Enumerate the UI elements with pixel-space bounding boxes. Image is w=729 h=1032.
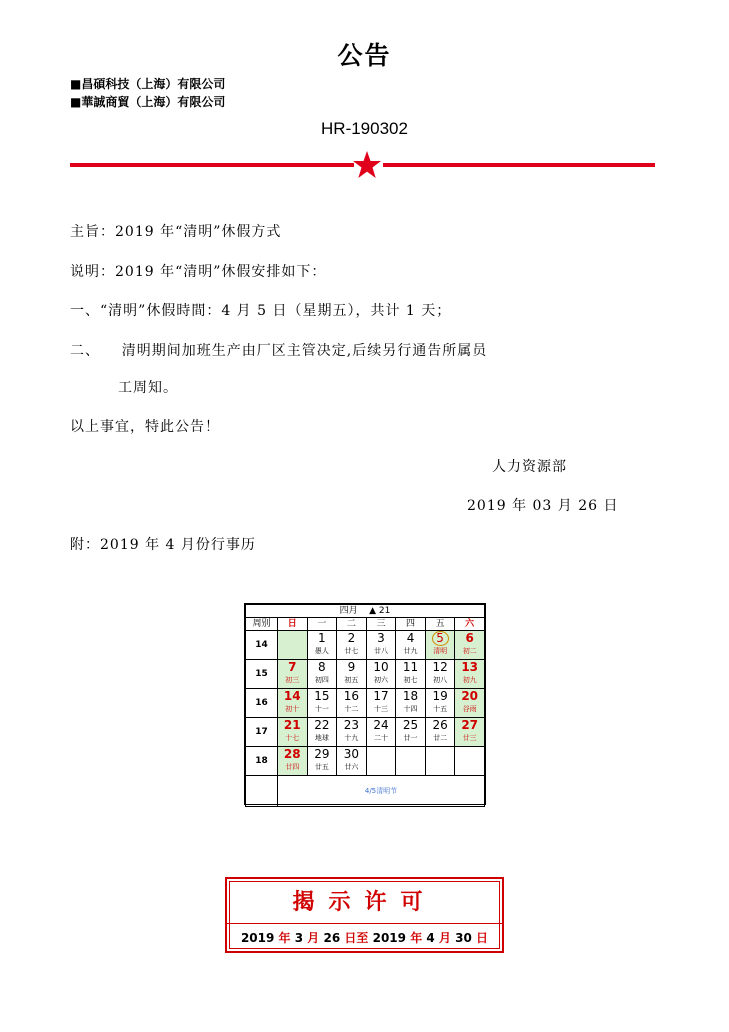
day-number: 14 xyxy=(283,689,301,703)
lunar-date: 清明 xyxy=(433,647,448,655)
stamp-date-part: 年 xyxy=(410,931,423,945)
lunar-date: 廿三 xyxy=(462,734,477,742)
day-number: 11 xyxy=(402,660,419,674)
day-number: 3 xyxy=(377,631,385,645)
stamp-date-part: 日至 xyxy=(344,931,369,945)
header-rule-right xyxy=(383,163,655,167)
calendar-day-cell xyxy=(337,718,367,747)
lunar-date: 初三 xyxy=(285,676,300,684)
lunar-date: 廿一 xyxy=(403,734,418,742)
day-number: 30 xyxy=(343,747,360,761)
day-number: 6 xyxy=(465,631,474,645)
stamp-date-part: 4 xyxy=(426,931,435,945)
calendar-day-cell xyxy=(366,718,396,747)
lunar-date: 初七 xyxy=(403,676,418,684)
week-number: 14 xyxy=(246,631,278,660)
header-rule-left xyxy=(70,163,354,167)
calendar-day-cell xyxy=(307,689,337,718)
day-number: 1 xyxy=(318,631,326,645)
lunar-date: 十九 xyxy=(344,734,359,742)
lunar-date: 初四 xyxy=(314,676,329,684)
lunar-date: 廿五 xyxy=(314,763,329,771)
day-number: 18 xyxy=(402,689,419,703)
calendar-day-cell xyxy=(337,689,367,718)
calendar-day-cell xyxy=(366,660,396,689)
calendar-note: 4/5清明节 xyxy=(278,776,485,807)
april-calendar xyxy=(244,603,486,805)
stamp-date-part: 2019 xyxy=(240,931,275,945)
day-number: 15 xyxy=(314,689,330,703)
lunar-date: 十四 xyxy=(403,705,418,713)
calendar-day-cell xyxy=(307,660,337,689)
week-label: 周别 xyxy=(246,618,278,631)
weekday-header: 四 xyxy=(396,618,426,631)
calendar-day-cell xyxy=(455,718,485,747)
calendar-year: 21 xyxy=(378,606,391,616)
calendar-month: 四月 xyxy=(339,606,358,616)
day-number: 17 xyxy=(373,689,389,703)
lunar-date: 十一 xyxy=(314,705,329,713)
company-name-1: ■昌碩科技（上海）有限公司 xyxy=(70,77,226,91)
item-2: 二、 清明期间加班生产由厂区主管决定,后续另行通告所属员 xyxy=(70,343,488,359)
day-number: 2 xyxy=(347,631,356,645)
calendar-day-cell xyxy=(425,660,455,689)
calendar-day-cell xyxy=(425,689,455,718)
day-number: 9 xyxy=(347,660,356,674)
description-line: 说明：2019 年“清明”休假安排如下： xyxy=(70,264,327,280)
calendar-day-cell xyxy=(366,747,396,776)
calendar-day-cell xyxy=(278,660,308,689)
day-number: 8 xyxy=(318,660,326,674)
day-number: 29 xyxy=(314,747,330,761)
calendar-day-cell xyxy=(366,689,396,718)
week-number: 17 xyxy=(246,718,278,747)
lunar-date: 廿七 xyxy=(344,647,359,655)
day-number: 22 xyxy=(314,718,330,732)
lunar-date: 谷雨 xyxy=(462,705,477,713)
day-number: 13 xyxy=(461,660,479,674)
document-number: HR-190302 xyxy=(321,119,408,138)
lunar-date: 廿六 xyxy=(344,763,359,771)
lunar-date: 初八 xyxy=(433,676,448,684)
calendar-day-cell xyxy=(455,747,485,776)
week-number: 16 xyxy=(246,689,278,718)
lunar-date: 愚人 xyxy=(314,647,329,655)
calendar-arrow-icon: ▲ xyxy=(369,606,377,616)
stamp-date-part: 年 xyxy=(278,931,291,945)
issue-date: 2019 年 03 月 26 日 xyxy=(467,498,619,514)
lunar-date: 初九 xyxy=(462,676,477,684)
calendar-day-cell xyxy=(425,747,455,776)
day-number: 27 xyxy=(461,718,479,732)
lunar-date: 二十 xyxy=(373,734,388,742)
notice-title: 公告 xyxy=(337,41,392,70)
calendar-day-cell xyxy=(455,689,485,718)
day-number: 16 xyxy=(343,689,360,703)
calendar-day-cell xyxy=(278,747,308,776)
item-1: 一、“清明”休假時間：4 月 5 日（星期五），共计 1 天； xyxy=(70,303,452,319)
weekday-header: 日 xyxy=(278,618,308,631)
stamp-date-part: 2019 xyxy=(372,931,406,945)
weekday-header: 二 xyxy=(337,618,367,631)
stamp-date-part: 月 xyxy=(438,931,451,945)
day-number: 26 xyxy=(432,718,448,732)
calendar-day-cell xyxy=(278,718,308,747)
stamp-date-part: 26 xyxy=(323,931,341,945)
stamp-date-part: 月 xyxy=(307,931,320,945)
weekday-header: 一 xyxy=(307,618,337,631)
weekday-header: 六 xyxy=(455,618,485,631)
calendar-day-cell xyxy=(307,718,337,747)
lunar-date: 地球 xyxy=(314,734,329,742)
day-number: 28 xyxy=(283,747,301,761)
star-icon xyxy=(352,150,382,180)
stamp-date-part: 3 xyxy=(294,931,304,945)
calendar-day-cell xyxy=(396,689,426,718)
calendar-day-cell xyxy=(425,718,455,747)
weekday-header: 三 xyxy=(366,618,396,631)
calendar-day-cell xyxy=(396,631,426,660)
day-number: 25 xyxy=(402,718,419,732)
holiday-day-number: 5 xyxy=(432,631,449,646)
calendar-day-cell xyxy=(396,718,426,747)
day-number: 20 xyxy=(461,689,479,703)
week-number: 18 xyxy=(246,747,278,776)
company-name-2: ■華誠商貿（上海）有限公司 xyxy=(70,95,226,109)
day-number: 19 xyxy=(432,689,448,703)
calendar-day-cell xyxy=(278,689,308,718)
week-number: 15 xyxy=(246,660,278,689)
lunar-date: 廿八 xyxy=(373,647,388,655)
stamp-date-part: 30 xyxy=(455,931,472,945)
lunar-date: 初十 xyxy=(285,705,300,713)
day-number: 23 xyxy=(343,718,360,732)
calendar-day-cell xyxy=(396,660,426,689)
calendar-day-cell xyxy=(425,631,455,660)
item-2-continued: 工周知。 xyxy=(118,380,178,396)
subject-line: 主旨：2019 年“清明”休假方式 xyxy=(70,224,282,240)
calendar-day-cell xyxy=(307,747,337,776)
calendar-day-cell xyxy=(396,747,426,776)
lunar-date: 廿九 xyxy=(403,647,418,655)
calendar-day-cell xyxy=(366,631,396,660)
calendar-day-cell xyxy=(337,660,367,689)
calendar-day-cell xyxy=(337,631,367,660)
calendar-day-cell xyxy=(455,631,485,660)
lunar-date: 十二 xyxy=(344,705,359,713)
calendar-day-cell xyxy=(278,631,308,660)
lunar-date: 十三 xyxy=(373,705,388,713)
lunar-date: 初六 xyxy=(373,676,388,684)
lunar-date: 初五 xyxy=(344,676,359,684)
calendar-day-cell xyxy=(455,660,485,689)
lunar-date: 十七 xyxy=(285,734,300,742)
day-number: 12 xyxy=(432,660,448,674)
day-number: 10 xyxy=(373,660,389,674)
day-number: 4 xyxy=(406,631,415,645)
attachment-line: 附：2019 年 4 月份行事历 xyxy=(70,537,256,553)
stamp-date-range xyxy=(227,929,502,946)
day-number: 7 xyxy=(288,660,297,674)
stamp-title: 揭示许可 xyxy=(292,889,437,915)
day-number: 21 xyxy=(283,718,301,732)
stamp-date-part: 日 xyxy=(476,931,489,945)
day-number: 24 xyxy=(373,718,389,732)
lunar-date: 廿四 xyxy=(285,763,300,771)
lunar-date: 廿二 xyxy=(433,734,448,742)
lunar-date: 十五 xyxy=(433,705,448,713)
lunar-date: 初二 xyxy=(462,647,477,655)
closing-line: 以上事宜，特此公告！ xyxy=(70,419,220,435)
calendar-day-cell xyxy=(337,747,367,776)
weekday-header: 五 xyxy=(425,618,455,631)
calendar-day-cell xyxy=(307,631,337,660)
department-signature: 人力资源部 xyxy=(492,459,567,475)
posting-permit-stamp xyxy=(225,877,504,953)
calendar-month-header xyxy=(246,605,485,618)
